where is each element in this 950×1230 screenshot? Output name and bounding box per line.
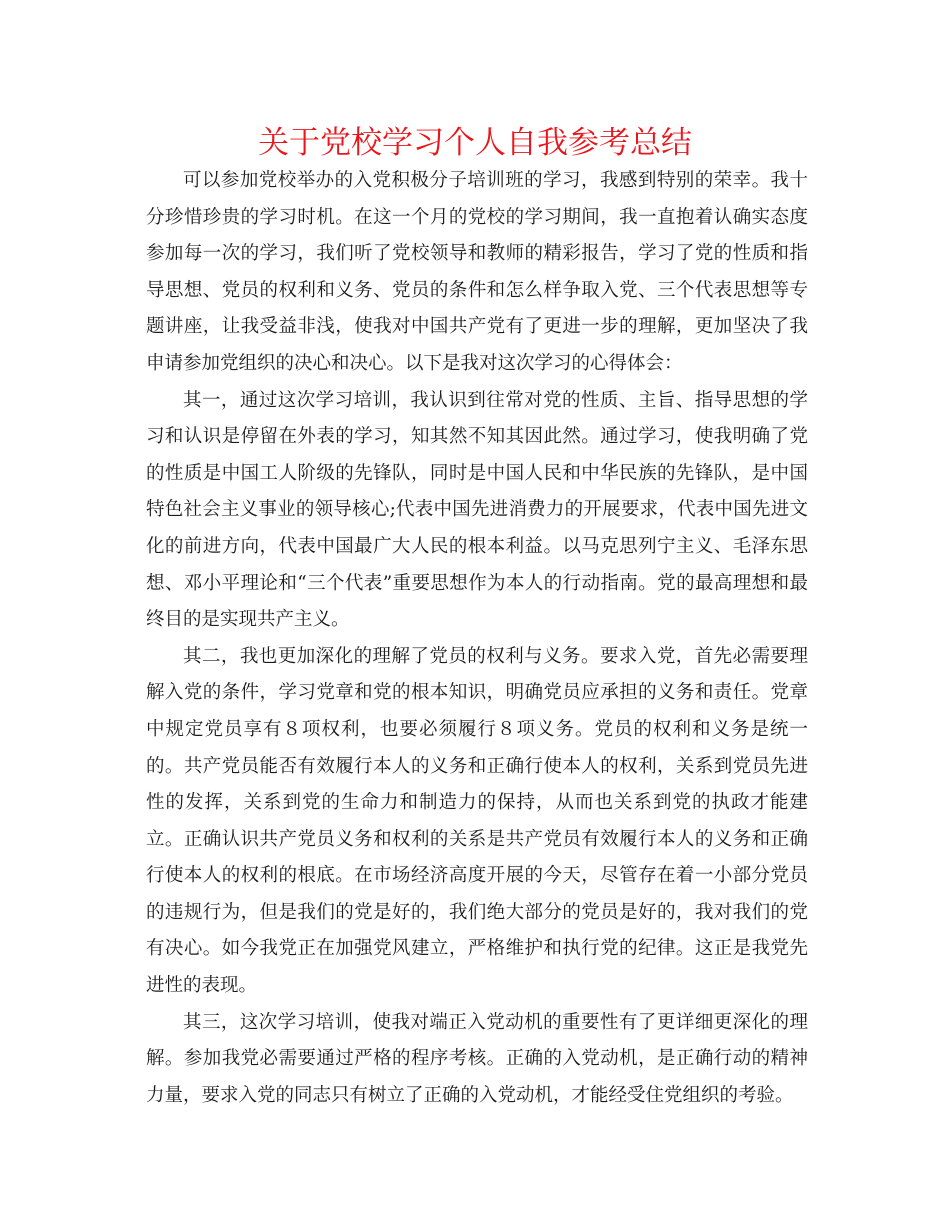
paragraph-second: 其二，我也更加深化的理解了党员的权利与义务。要求入党，首先必需要理解入党的条件，学习党章和党的根本知识，明确党员应承担的义务和责任。党章中规定党员享有８项权利，也要必须履行８项义务。党员的权利和义务是统一的。共产党员能否有效履行本人的义务和正确行使本人的权利，关系到党员先进性的发挥，关系到党的生命力和制造力的保持，从而也关系到党的执政才能建立。正确认识共产党员义务和权利的关系是共产党员有效履行本人的义务和正确行使本人的权利的根底。在市场经济高度开展的今天，尽管存在着一小部分党员的违规行为，但是我们的党是好的，我们绝大部分的党员是好的，我对我们的党有决心。如今我党正在加强党风建立，严格维护和执行党的纪律。这正是我党先进性的表现。	[146, 645, 808, 997]
document-title: 关于党校学习个人自我参考总结	[258, 125, 692, 161]
paragraph-third: 其三，这次学习培训，使我对端正入党动机的重要性有了更详细更深化的理解。参加我党必需要通过严格的程序考核。正确的入党动机，是正确行动的精神力量，要求入党的同志只有树立了正确的入党动机，才能经受住党组织的考验。	[146, 1011, 808, 1106]
document-body	[146, 163, 808, 1114]
paragraph-intro: 可以参加党校举办的入党积极分子培训班的学习，我感到特别的荣幸。我十分珍惜珍贵的学习时机。在这一个月的党校的学习期间，我一直抱着认确实态度参加每一次的学习，我们听了党校领导和教师的精彩报告，学习了党的性质和指导思想、党员的权利和义务、党员的条件和怎么样争取入党、三个代表思想等专题讲座，让我受益非浅，使我对中国共产党有了更进一步的理解，更加坚决了我申请参加党组织的决心和决心。以下是我对这次学习的心得体会：	[146, 170, 808, 374]
paragraph-first: 其一，通过这次学习培训，我认识到往常对党的性质、主旨、指导思想的学习和认识是停留在外表的学习，知其然不知其因此然。通过学习，使我明确了党的性质是中国工人阶级的先锋队，同时是中国人民和中华民族的先锋队，是中国特色社会主义事业的领导核心;代表中国先进消费力的开展要求，代表中国先进文化的前进方向，代表中国最广大人民的根本利益。以马克思列宁主义、毛泽东思想、邓小平理论和“三个代表”重要思想作为本人的行动指南。党的最高理想和最终目的是实现共产主义。	[146, 389, 808, 631]
